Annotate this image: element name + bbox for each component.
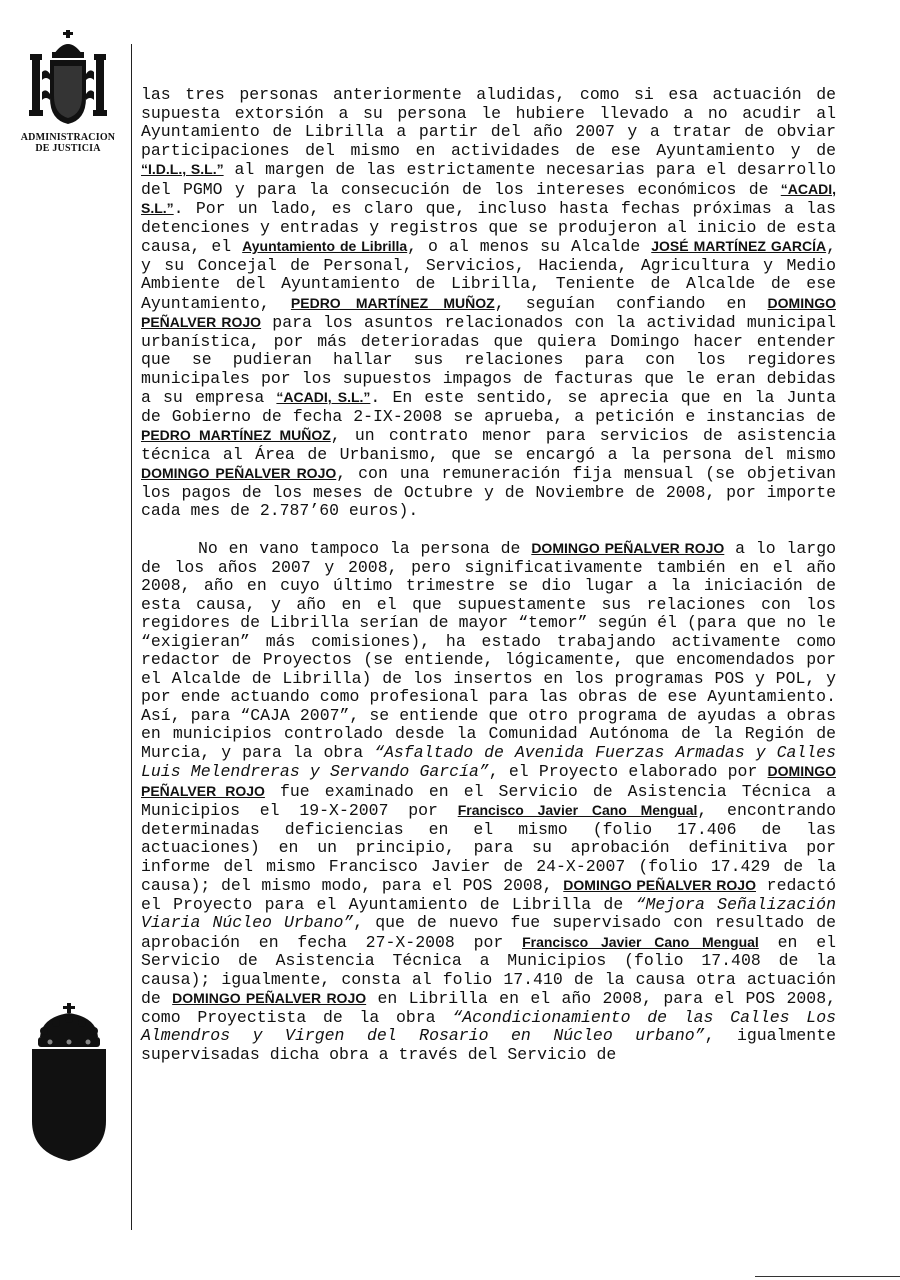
body-text: , que de nuevo fue supervisado con resultado de aprobación en fecha 27-X-2008 por	[141, 913, 836, 952]
body-text: , con una remuneración fija mensual (se objetivan los pagos de los meses de Octubre y de Noviembre de 2008, por importe cada mes de 2.787’60 euros).	[141, 464, 837, 520]
crowned-shield-icon	[30, 1003, 108, 1163]
body-text: . En este sentido, se aprecia que en la Junta de Gobierno de fecha 2-IX-2008 se aprueba, a petición e instancias de	[141, 388, 837, 426]
body-text: , un contrato menor para servicios de asistencia técnica al Área de Urbanismo, que se encargó a la persona del mismo	[141, 426, 837, 464]
body-text: , igualmente supervisadas dicha obra a través del Servicio de	[141, 1026, 836, 1064]
body-text: en el Servicio de Asistencia Técnica a Municipios (folio 17.408 de la causa); igualmente, consta al folio 17.410 de la causa otra actuación de	[141, 932, 836, 1008]
person-or-entity-name: DOMINGO PEÑALVER ROJO	[172, 990, 367, 1006]
body-text: para los asuntos relacionados con la actividad municipal urbanística, por más deterioradas que quiera Domingo hacer entender que se pudieran hallar sus relaciones para con los regidores municipales por los supuestos impagos de facturas que le eran debidas a su empresa	[141, 313, 836, 407]
person-or-entity-name: DOMINGO PEÑALVER ROJO	[141, 763, 836, 799]
paragraph-2	[141, 539, 836, 1064]
body-text: No en vano tampoco la persona de	[198, 539, 532, 558]
body-text: , y su Concejal de Personal, Servicios, Hacienda, Agricultura y Medio Ambiente del Ayuntamiento de Librilla, Teniente de Alcalde de ese Ayuntamiento,	[141, 237, 836, 313]
person-or-entity-name: “ACADI, S.L.”	[141, 180, 836, 216]
body-text: , seguían confiando en	[494, 293, 768, 313]
person-or-entity-name: Ayuntamiento de Librilla	[242, 238, 408, 254]
person-or-entity-name: “ACADI, S.L.”	[276, 389, 371, 405]
paragraph-1	[141, 86, 836, 521]
person-or-entity-name: “I.D.L., S.L.”	[141, 161, 224, 177]
person-or-entity-name: Francisco Javier Cano Mengual	[522, 933, 759, 950]
body-text: redactó el Proyecto para el Ayuntamiento de Librilla de	[141, 876, 836, 914]
margin-rule	[131, 44, 132, 1230]
body-text: , o al menos su Alcalde	[407, 237, 652, 256]
body-text: las tres personas anteriormente aludidas, como si esa actuación de supuesta extorsión a su persona le hubiere llevado a no acudir al Ayuntamiento de Librilla a partir del año 2007 y a tratar de obviar participaciones del mismo en actividades de ese Ayuntamiento y de	[141, 85, 836, 160]
body-text: en Librilla en el año 2008, para el POS 2008, como Proyectista de la obra	[141, 989, 837, 1027]
project-title: “Mejora Señalización Viaria Núcleo Urbano”	[141, 894, 836, 932]
page-edge-rule	[755, 1276, 900, 1277]
body-text: , encontrando determinadas deficiencias en el mismo (folio 17.406 de las actuaciones) en un principio, para su aprobación definitiva por informe del mismo Francisco Javier de 24-X-2007 (folio 17.429 de la causa); del mismo modo, para el POS 2008,	[141, 801, 836, 895]
person-or-entity-name: PEDRO MARTÍNEZ MUÑOZ	[290, 294, 495, 311]
project-title: “Asfaltado de Avenida Fuerzas Armadas y Calles Luis Melendreras y Servando García”	[141, 742, 836, 781]
project-title: “Acondicionamiento de las Calles Los Almendros y Virgen del Rosario en Núcleo urbano”	[141, 1007, 836, 1045]
coat-of-arms-icon	[24, 28, 112, 128]
body-text: fue examinado en el Servicio de Asistencia Técnica a Municipios el 19-X-2007 por	[141, 781, 836, 820]
person-or-entity-name: DOMINGO PEÑALVER ROJO	[141, 294, 836, 330]
region-murcia-seal	[30, 1003, 108, 1168]
body-text: a lo largo de los años 2007 y 2008, pero significativamente también en el año 2008, año en cuyo último trimestre se dio lugar a la iniciación de esta causa, y año en el que supuestamente sus relaciones con los regidores de Librilla serían de mayor “temor” según él (para que no le “exigieran” más comisiones), ha estado trabajando activamente como redactor de Proyectos (se entiende, lógicamente, que encomendados por el Alcalde de Librilla) de los insertos en los programas POS y POL, y por ende actuando como profesional para las obras de ese Ayuntamiento. Así, para “CAJA 2007”, se entiende que otro programa de ayudas a obras en municipios controlado desde la Comunidad Autónoma de la Región de Murcia, y para la obra	[141, 539, 837, 762]
institution-line-1: ADMINISTRACION	[20, 132, 116, 143]
person-or-entity-name: PEDRO MARTÍNEZ MUÑOZ	[141, 427, 331, 443]
person-or-entity-name: Francisco Javier Cano Mengual	[457, 802, 698, 818]
body-text: , el Proyecto elaborado por	[488, 762, 768, 781]
person-or-entity-name: DOMINGO PEÑALVER ROJO	[563, 877, 756, 893]
person-or-entity-name: JOSÉ MARTÍNEZ GARCÍA	[651, 238, 827, 254]
institution-line-2: DE JUSTICIA	[35, 143, 101, 154]
person-or-entity-name: DOMINGO PEÑALVER ROJO	[141, 465, 337, 481]
body-text: al margen de las estrictamente necesarias para el desarrollo del PGMO y para la consecución de los intereses económicos de	[141, 160, 837, 199]
body-text: . Por un lado, es claro que, incluso hasta fechas próximas a las detenciones y entradas y registros que se produjeron al inicio de esta causa, el	[141, 199, 836, 256]
administracion-justicia-emblem	[18, 28, 118, 154]
document-body	[141, 86, 836, 1064]
person-or-entity-name: DOMINGO PEÑALVER ROJO	[531, 540, 725, 556]
